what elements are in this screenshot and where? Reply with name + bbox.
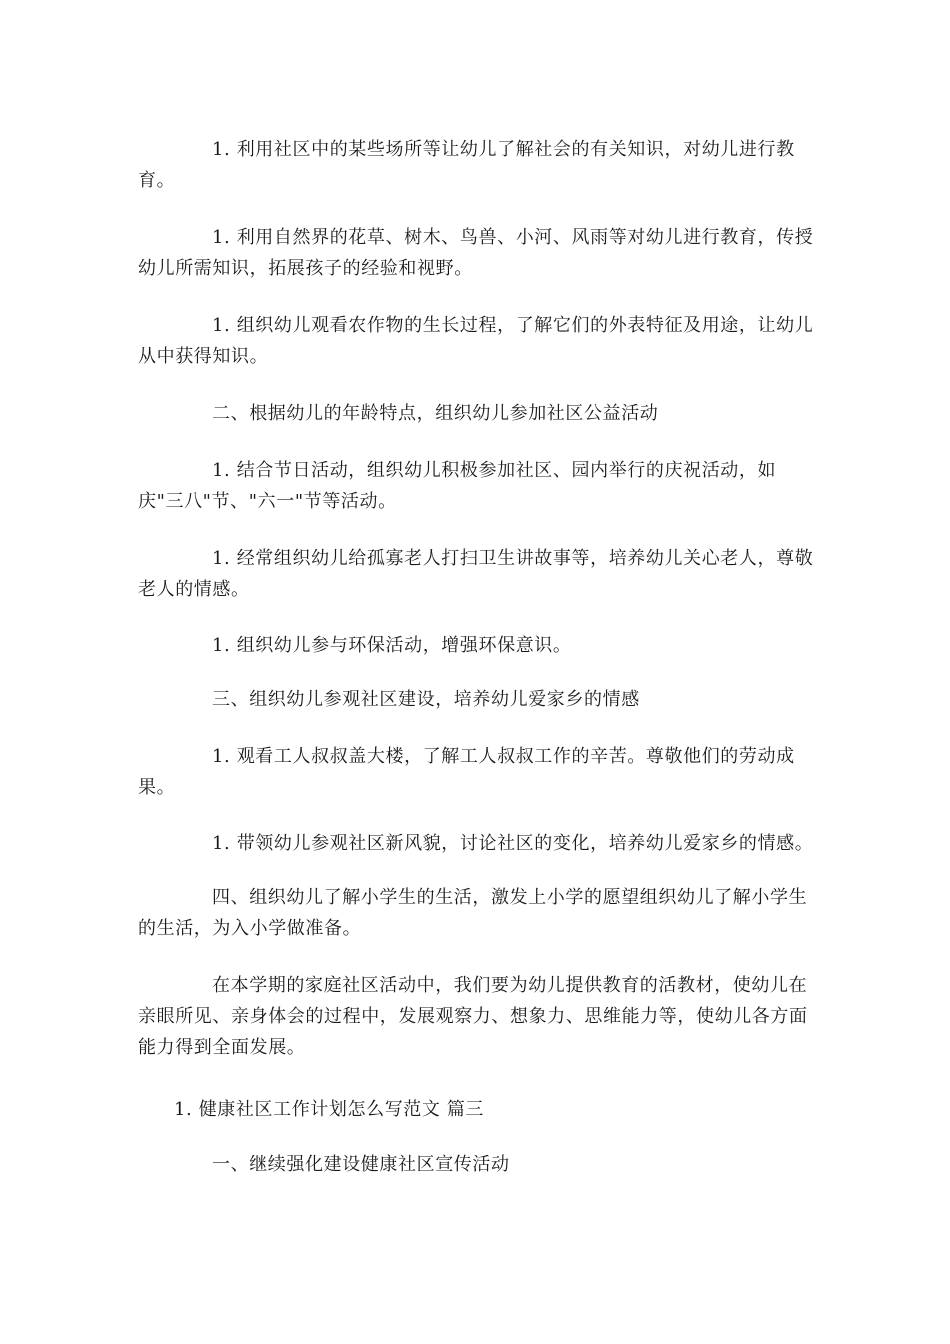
paragraph-item-6: 1. 组织幼儿参与环保活动，增强环保意识。 bbox=[212, 635, 572, 656]
chapter-title: 1. 健康社区工作计划怎么写范文 篇三 bbox=[174, 1099, 485, 1120]
paragraph-item-3: 1. 组织幼儿观看农作物的生长过程，了解它们的外表特征及用途，让幼儿从中获得知识。 bbox=[138, 315, 814, 367]
paragraph-item-7: 1. 观看工人叔叔盖大楼，了解工人叔叔工作的辛苦。尊敬他们的劳动成果。 bbox=[138, 746, 795, 798]
paragraph-item-1: 1. 利用社区中的某些场所等让幼儿了解社会的有关知识，对幼儿进行教育。 bbox=[138, 139, 795, 191]
paragraph-item-4: 1. 结合节日活动，组织幼儿积极参加社区、园内举行的庆祝活动，如庆"三八"节、"六一"节等活动。 bbox=[138, 460, 777, 512]
paragraph-item-5: 1. 经常组织幼儿给孤寡老人打扫卫生讲故事等，培养幼儿关心老人，尊敬老人的情感。 bbox=[138, 548, 814, 600]
paragraph-item-8: 1. 带领幼儿参观社区新风貌，讨论社区的变化，培养幼儿爱家乡的情感。 bbox=[212, 833, 814, 854]
section-heading-1: 一、继续强化建设健康社区宣传活动 bbox=[212, 1154, 510, 1175]
section-heading-3: 三、组织幼儿参观社区建设，培养幼儿爱家乡的情感 bbox=[212, 689, 640, 710]
section-heading-4: 四、组织幼儿了解小学生的生活，激发上小学的愿望组织幼儿了解小学生的生活，为入小学做准备。 bbox=[138, 887, 808, 939]
section-heading-2: 二、根据幼儿的年龄特点，组织幼儿参加社区公益活动 bbox=[212, 403, 659, 424]
paragraph-item-2: 1. 利用自然界的花草、树木、鸟兽、小河、风雨等对幼儿进行教育，传授幼儿所需知识，拓展孩子的经验和视野。 bbox=[138, 227, 814, 279]
summary-paragraph: 在本学期的家庭社区活动中，我们要为幼儿提供教育的活教材，使幼儿在亲眼所见、亲身体会的过程中，发展观察力、想象力、思维能力等，使幼儿各方面能力得到全面发展。 bbox=[138, 975, 808, 1058]
